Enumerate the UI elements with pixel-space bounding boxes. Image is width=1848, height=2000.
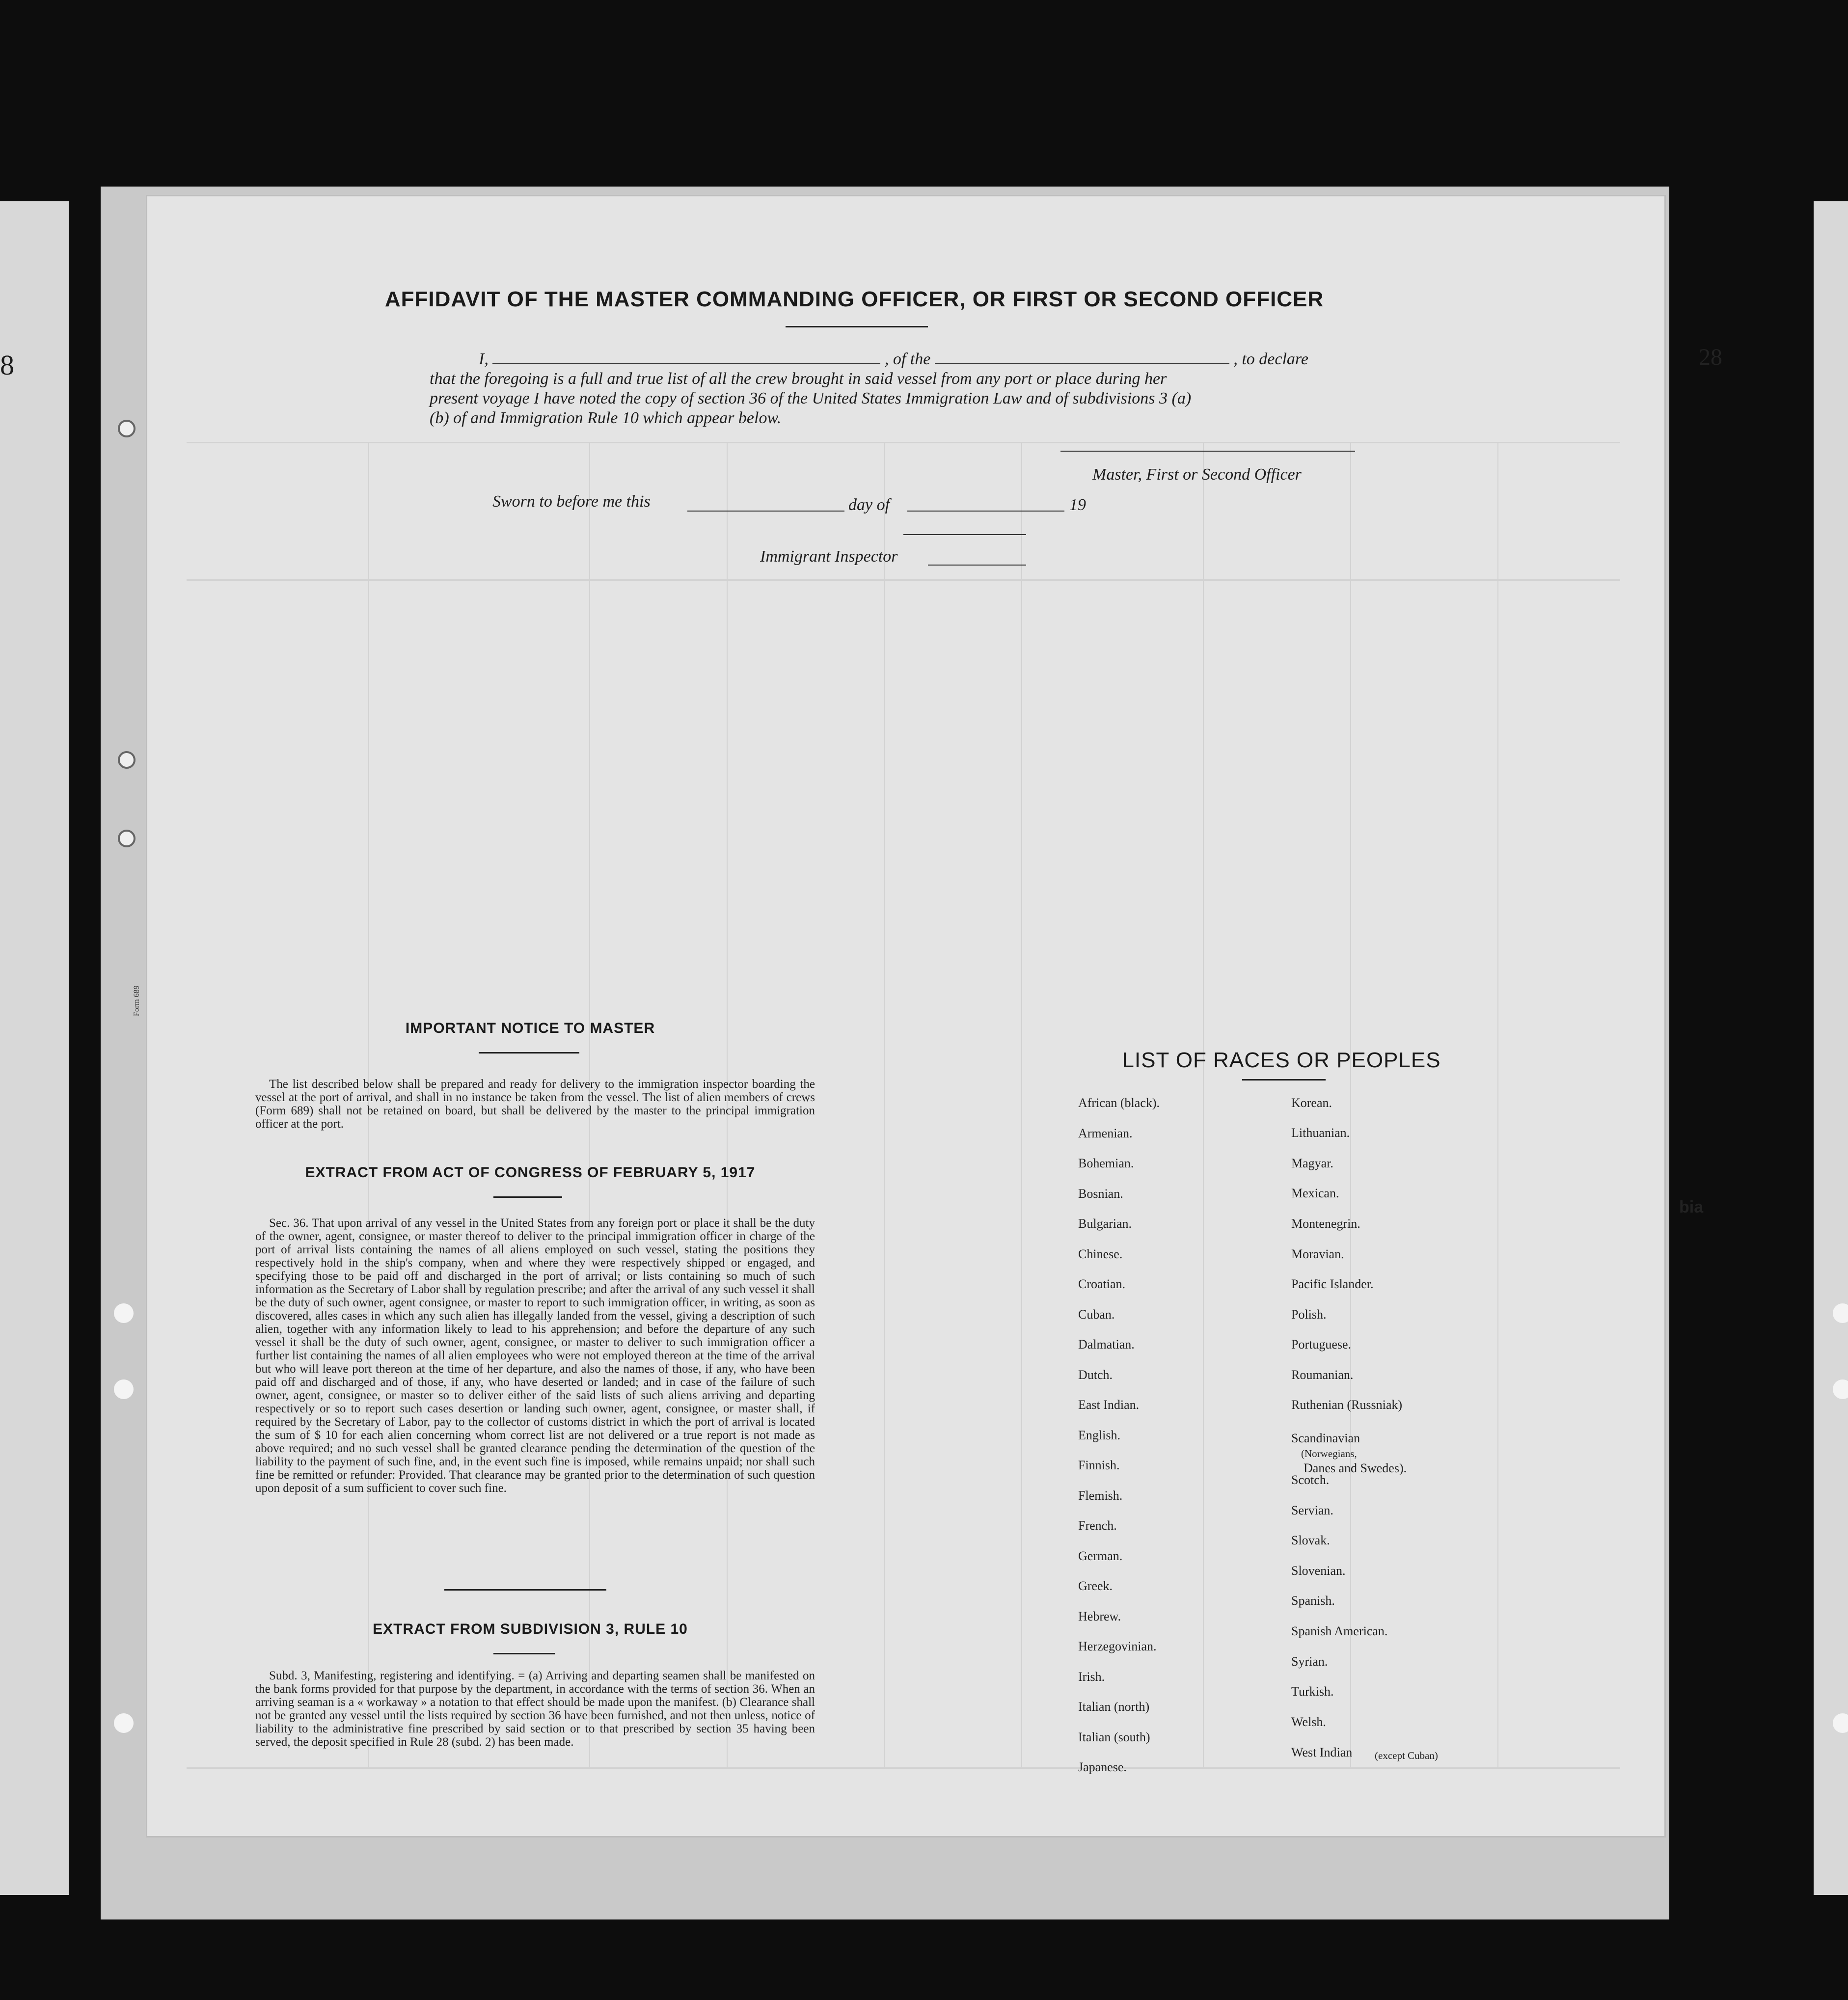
punch-hole	[114, 1713, 134, 1733]
race-item: African (black).	[1078, 1096, 1160, 1110]
officer-signature-line[interactable]	[1060, 451, 1355, 452]
notice-underline	[479, 1052, 579, 1054]
race-item: Magyar.	[1291, 1156, 1333, 1170]
race-item: Armenian.	[1078, 1126, 1133, 1140]
race-item: German.	[1078, 1548, 1123, 1563]
race-item: Roumanian.	[1291, 1368, 1354, 1382]
race-item: Herzegovinian.	[1078, 1639, 1157, 1653]
race-item: Ruthenian (Russniak)	[1291, 1398, 1403, 1412]
show-through-rule	[187, 1767, 1620, 1769]
left-adjacent-page	[0, 201, 69, 1895]
race-item: Dutch.	[1078, 1367, 1113, 1382]
race-item: Finnish.	[1078, 1458, 1120, 1472]
race-item: Welsh.	[1291, 1715, 1326, 1729]
race-item: Portuguese.	[1291, 1337, 1352, 1351]
race-item: Mexican.	[1291, 1186, 1339, 1200]
show-through-rule	[1497, 442, 1498, 1767]
affidavit-title: AFFIDAVIT OF THE MASTER COMMANDING OFFICER, OR FIRST OR SECOND OFFICER	[384, 287, 1324, 311]
show-through-rule	[884, 442, 885, 1767]
race-item: Lithuanian.	[1291, 1126, 1350, 1140]
rule-extract-underline	[493, 1653, 555, 1654]
race-item: Italian (north)	[1078, 1700, 1150, 1714]
of-the-label: , of the	[884, 350, 931, 368]
race-item: Polish.	[1291, 1307, 1327, 1322]
races-title-underline	[1242, 1079, 1326, 1081]
inspector-tail-line	[928, 565, 1026, 566]
race-item: French.	[1078, 1518, 1117, 1533]
show-through-rule	[1021, 442, 1022, 1767]
show-through-rule	[187, 579, 1620, 581]
affidavit-page	[147, 196, 1664, 1836]
vessel-name-blank[interactable]	[935, 350, 1229, 364]
race-item: Korean.	[1291, 1096, 1332, 1110]
show-through-rule	[1203, 442, 1204, 1767]
race-item: Pacific Islander.	[1291, 1277, 1374, 1291]
race-item: Syrian.	[1291, 1654, 1328, 1669]
race-item: Turkish.	[1291, 1684, 1334, 1699]
declaration-line-4: (b) of and Immigration Rule 10 which appear below.	[430, 409, 782, 427]
race-scandinavian-note-line2: Danes and Swedes).	[1304, 1461, 1407, 1475]
inspector-signature-line[interactable]	[903, 534, 1026, 535]
act-extract-heading: EXTRACT FROM ACT OF CONGRESS OF FEBRUARY 5, 1917	[305, 1164, 756, 1181]
right-sheet-number: 28	[1699, 344, 1722, 370]
race-item: Irish.	[1078, 1669, 1105, 1684]
right-edge-fragment: bia	[1679, 1198, 1704, 1216]
race-item: Spanish.	[1291, 1594, 1335, 1608]
rule-extract-text: Subd. 3, Manifesting, registering and identifying. = (a) Arriving and departing seamen shall be manifested on the bank forms provided for that purpose by the department, in accordance with the terms of section 36. When an arriving seaman is a « workaway » a notation to that effect should be made upon the manifest. (b) Clearance shall not be granted any vessel until the lists required by section 36 have been furnished, and not then unless, notice of liability to the administrative fine prescribed by said section or to that prescribed by section 35 having been served, the deposit specified in Rule 28 (subd. 2) has been made.	[255, 1669, 815, 1749]
race-item: English.	[1078, 1428, 1120, 1442]
race-item: Hebrew.	[1078, 1609, 1121, 1623]
race-item: Italian (south)	[1078, 1730, 1150, 1744]
race-item: Spanish American.	[1291, 1624, 1388, 1638]
title-underline	[786, 326, 928, 327]
binder-hole	[118, 420, 136, 437]
to-declare-label: , to declare	[1233, 350, 1308, 368]
show-through-rule	[187, 442, 1620, 443]
race-item: Montenegrin.	[1291, 1216, 1360, 1231]
race-item: Slovenian.	[1291, 1564, 1346, 1578]
race-item: Japanese.	[1078, 1760, 1127, 1774]
binder-hole	[118, 830, 136, 847]
sworn-month-blank[interactable]	[907, 511, 1064, 512]
race-item: Bohemian.	[1078, 1156, 1134, 1170]
race-item: Scotch.	[1291, 1473, 1330, 1487]
punch-hole	[114, 1303, 134, 1323]
punch-hole	[114, 1379, 134, 1399]
race-item: Dalmatian.	[1078, 1337, 1135, 1351]
right-adjacent-page	[1814, 201, 1848, 1895]
left-sheet-number: 8	[0, 349, 14, 381]
show-through-rule	[1350, 442, 1351, 1767]
act-extract-text: Sec. 36. That upon arrival of any vessel in the United States from any foreign port or place it shall be the duty of the owner, agent, consignee, or master thereof to deliver to the principal immigration officer in charge of the port of arrival lists containing the names of all aliens employed on such vessel, stating the positions they respectively hold in the ship's company, when and where they were respectively shipped or engaged, and specifying those to be paid off and discharged in the port of arrival; or lists containing so much of such information as the Secretary of Labor shall by regulation prescribe; and after the arrival of any such vessel it shall be the duty of such owner, agent consignee, or master to report to such immigration officer, in writing, as soon as discovered, alles cases in which any such alien has illegally landed from the vessel, giving a description of such alien, together with any information likely to lead to his apprehension; and before the departure of any such vessel it shall be the duty of such owner, agent, consignee, or master to deliver to such immigration officer a further list containing the names of all alien employees who were not employed thereon at the time of the arrival but who will leave port thereon at the time of her departure, and also the names of those, if any, who have been paid off and discharged and of those, if any, who have deserted or landed; and in case of the failure of such owner, agent, consignee, or master so to deliver either of the said lists of such aliens arriving and departing respectively or so to report such cases desertion or landing such owner, agent, consignee, or master shall, if required by the Secretary of Labor, pay to the collector of customs district in which the port of arrival is located the sum of $ 10 for each alien concerning whom correct list are not delivered or a true report is not made as above required; and no such vessel shall be granted clearance pending the determination of the question of the liability to the payment of such fine, and, in the event such fine is imposed, while remains unpaid; nor shall such fine be remitted or refunder: Provided. That clearance may be granted prior to the determination of such question upon deposit of a sum sufficient to cover such fine.	[255, 1216, 815, 1495]
race-item: Flemish.	[1078, 1488, 1123, 1503]
binder-hole	[118, 751, 136, 769]
declaration-line-3: present voyage I have noted the copy of section 36 of the United States Immigration Law and of subdivisions 3 (a)	[430, 389, 1192, 407]
race-item: East Indian.	[1078, 1398, 1140, 1412]
rule-extract-heading: EXTRACT FROM SUBDIVISION 3, RULE 10	[373, 1621, 688, 1637]
race-item: Greek.	[1078, 1579, 1113, 1593]
race-item: Servian.	[1291, 1503, 1333, 1517]
notice-text: The list described below shall be prepared and ready for delivery to the immigration inspector boarding the vessel at the port of arrival, and shall in no instance be taken from the vessel. The list of alien members of crews (Form 689) shall not be retained on board, but shall be delivered by the master to the principal immigration officer at the port.	[255, 1078, 815, 1131]
day-of-label: day of	[848, 496, 890, 514]
race-west-indian-note: (except Cuban)	[1375, 1750, 1438, 1761]
race-item: Moravian.	[1291, 1247, 1344, 1261]
race-item: Scandinavian	[1291, 1431, 1360, 1445]
race-item: Bosnian.	[1078, 1186, 1123, 1201]
declaration-line-1	[479, 350, 1362, 369]
race-item: Slovak.	[1291, 1533, 1330, 1547]
races-list-title: LIST OF RACES OR PEOPLES	[1122, 1048, 1441, 1072]
year-label: 19	[1069, 496, 1086, 514]
sworn-label: Sworn to before me this	[492, 492, 651, 511]
race-item: Chinese.	[1078, 1246, 1123, 1261]
form-number-label: Form 689	[133, 985, 141, 1016]
race-item: Croatian.	[1078, 1277, 1126, 1291]
act-extract-underline	[493, 1196, 562, 1198]
inspector-label: Immigrant Inspector	[760, 547, 898, 566]
race-item: Bulgarian.	[1078, 1216, 1132, 1231]
race-item: West Indian	[1291, 1745, 1353, 1759]
race-item: Cuban.	[1078, 1307, 1115, 1322]
declarant-prefix: I,	[479, 350, 489, 368]
race-scandinavian-note: (Norwegians,	[1301, 1448, 1357, 1459]
officer-signature-label: Master, First or Second Officer	[1092, 465, 1302, 484]
sworn-day-blank[interactable]	[687, 511, 844, 512]
declarant-name-blank[interactable]	[492, 350, 880, 364]
declaration-block	[430, 350, 1362, 428]
notice-heading: IMPORTANT NOTICE TO MASTER	[405, 1020, 655, 1036]
section-divider	[444, 1589, 606, 1591]
declaration-line-2: that the foregoing is a full and true list of all the crew brought in said vessel from any port or place during her	[430, 370, 1167, 388]
